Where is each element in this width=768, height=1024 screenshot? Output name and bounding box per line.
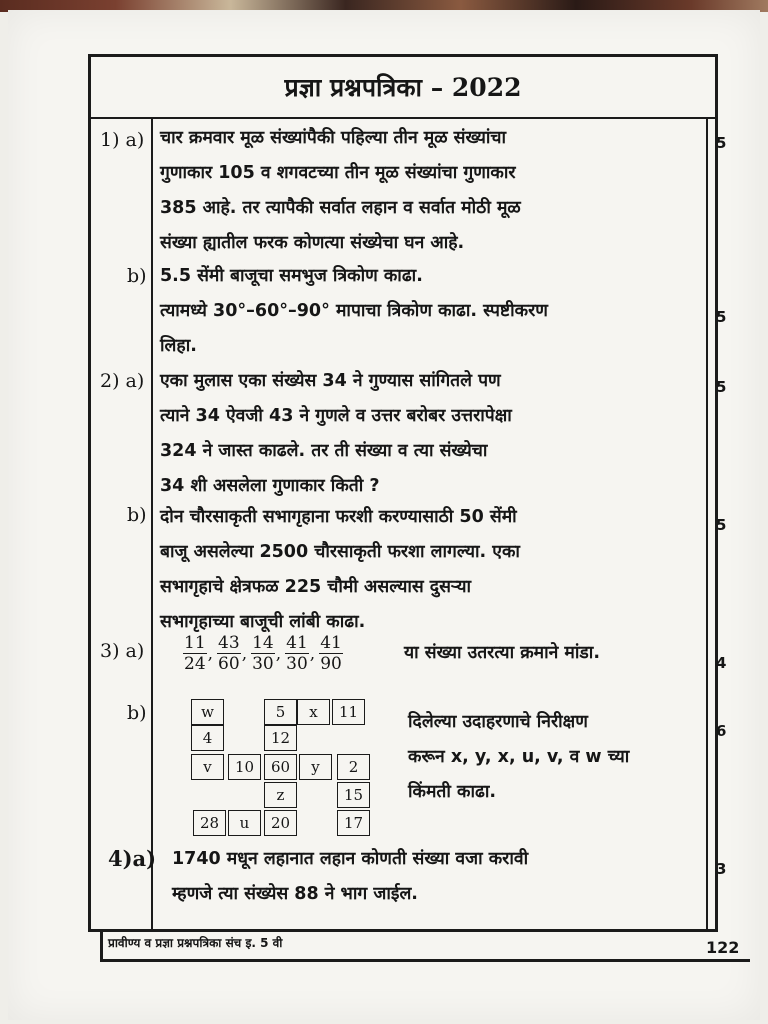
question-number: b) — [127, 702, 147, 724]
fraction — [285, 633, 309, 674]
question-line: 34 शी असलेला गुणाकार किती ? — [160, 476, 380, 496]
grid-cell: 15 — [337, 782, 370, 808]
denominator: 24 — [184, 654, 206, 674]
marks-value: 5 — [716, 516, 727, 534]
question-text — [172, 842, 528, 912]
marks-value: 5 — [716, 378, 727, 396]
question-text — [160, 500, 520, 640]
question-line: सभागृहाच्या बाजूची लांबी काढा. — [160, 612, 366, 632]
grid-cell: 11 — [332, 699, 365, 725]
fraction — [217, 633, 241, 674]
grid-cell: w — [191, 699, 224, 725]
question-line: एका मुलास एका संख्येस 34 ने गुण्यास सांगितले पण — [160, 371, 501, 391]
question-number: 4)a) — [108, 846, 157, 871]
question-line: लिहा. — [160, 336, 197, 356]
question-number: 3) a) — [100, 640, 145, 662]
page-number: 122 — [706, 938, 740, 957]
denominator: 60 — [218, 654, 240, 674]
grid-cell: 5 — [264, 699, 297, 725]
grid-cell: 28 — [193, 810, 226, 836]
marks-column-divider — [706, 117, 708, 929]
question-line: दिलेल्या उदाहरणाचे निरीक्षण — [408, 712, 588, 732]
question-line: त्याने 34 ऐवजी 43 ने गुणले व उत्तर बरोबर उत्तरापेक्षा — [160, 406, 512, 426]
grid-cell: 2 — [337, 754, 370, 780]
question-number: 1) a) — [100, 129, 145, 151]
grid-cell: z — [264, 782, 297, 808]
fraction — [319, 633, 343, 674]
fraction — [251, 633, 275, 674]
grid-cell: 20 — [264, 810, 297, 836]
footer-series-title: प्रावीण्य व प्रज्ञा प्रश्नपत्रिका संच इ. 5 वी — [108, 936, 283, 950]
question-number: b) — [127, 265, 147, 287]
question-line: संख्या ह्यातील फरक कोणत्या संख्येचा घन आहे. — [160, 233, 465, 253]
denominator: 30 — [286, 654, 308, 674]
denominator: 30 — [252, 654, 274, 674]
grid-cell: 60 — [264, 754, 297, 780]
marks-value: 5 — [716, 134, 727, 152]
grid-cell: v — [191, 754, 224, 780]
fraction — [183, 633, 207, 674]
question-line: बाजू असलेल्या 2500 चौरसाकृती फरशा लागल्या. एका — [160, 542, 520, 562]
numerator: 14 — [252, 633, 274, 653]
grid-cell: 12 — [264, 725, 297, 751]
grid-cell: 4 — [191, 725, 224, 751]
marks-value: 4 — [716, 654, 727, 672]
fraction-list: $\frac{11}{24}$ , $\frac{43}{60}$ , $\frac{14}{30}$ , $\frac{41}{30}$ , $\frac{41}{90}$ — [184, 633, 342, 674]
question-line: गुणाकार 105 व शगवटच्या तीन मूळ संख्यांचा गुणाकार — [160, 163, 516, 183]
question-text — [160, 364, 512, 504]
question-number: 2) a) — [100, 370, 145, 392]
question-line: 1740 मधून लहानात लहान कोणती संख्या वजा करावी — [172, 849, 529, 869]
grid-cell: 17 — [337, 810, 370, 836]
numerator: 43 — [218, 633, 240, 653]
grid-cell: 10 — [228, 754, 261, 780]
grid-cell: x — [297, 699, 330, 725]
grid-cell: u — [228, 810, 261, 836]
question-line: 385 आहे. तर त्यापैकी सर्वात लहान व सर्वात मोठी मूळ — [160, 198, 521, 218]
marks-value: 3 — [716, 860, 727, 878]
question-line: चार क्रमवार मूळ संख्यांपैकी पहिल्या तीन मूळ संख्यांचा — [160, 128, 507, 148]
question-line: 324 ने जास्त काढले. तर ती संख्या व त्या संख्येचा — [160, 441, 488, 461]
grid-cell: y — [299, 754, 332, 780]
number-column-divider — [151, 117, 153, 929]
numerator: 11 — [184, 633, 206, 653]
question-text — [160, 259, 548, 364]
question-line: करून x, y, x, u, v, व w च्या — [408, 747, 630, 767]
question-line: त्यामध्ये 30°–60°–90° मापाचा त्रिकोण काढा. स्पष्टीकरण — [160, 301, 548, 321]
question-text — [408, 705, 629, 810]
question-text — [160, 121, 521, 261]
question-number: b) — [127, 504, 147, 526]
page-title: प्रज्ञा प्रश्नपत्रिका – 2022 — [91, 57, 715, 119]
question-line: म्हणजे त्या संख्येस 88 ने भाग जाईल. — [172, 884, 418, 904]
question-line: या संख्या उतरत्या क्रमाने मांडा. — [404, 643, 600, 663]
question-line: किंमती काढा. — [408, 782, 497, 802]
marks-value: 6 — [716, 722, 727, 740]
numerator: 41 — [286, 633, 308, 653]
numerator: 41 — [320, 633, 342, 653]
question-text — [404, 636, 600, 671]
question-line: दोन चौरसाकृती सभागृहाना फरशी करण्यासाठी 50 सेंमी — [160, 507, 517, 527]
question-line: 5.5 सेंमी बाजूचा समभुज त्रिकोण काढा. — [160, 266, 423, 286]
question-line: सभागृहाचे क्षेत्रफळ 225 चौमी असल्यास दुसऱ्या — [160, 577, 472, 597]
marks-value: 5 — [716, 308, 727, 326]
denominator: 90 — [320, 654, 342, 674]
